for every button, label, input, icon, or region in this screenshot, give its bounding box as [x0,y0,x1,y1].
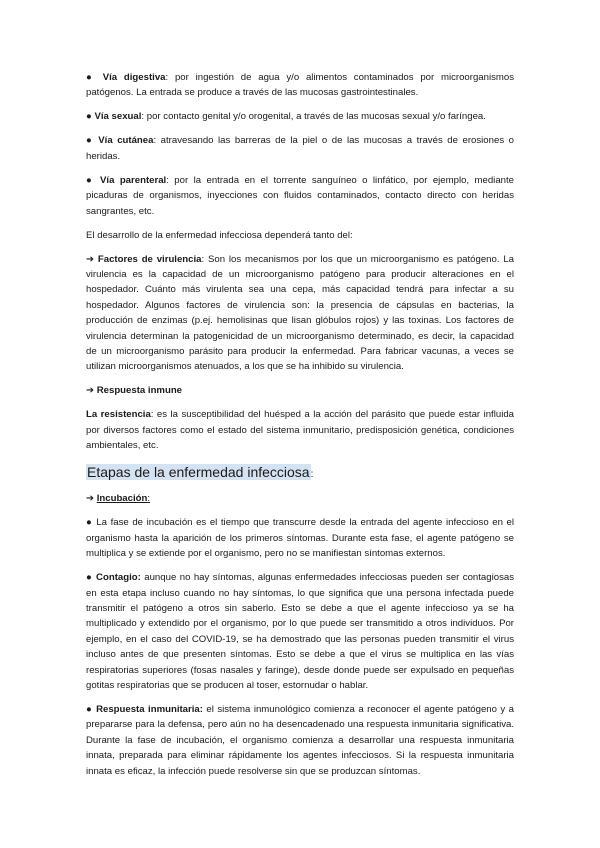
incubation-item-definition [86,515,514,561]
resistance-label: La resistencia [86,409,151,421]
transmission-item-parenteral [86,173,514,219]
incubation-item-contagio [86,570,514,693]
stages-heading-title: Etapas de la enfermedad infecciosa [87,464,310,481]
arrow-right-icon: ➔ [86,253,95,265]
bullet-icon: ● [86,174,95,186]
item-label: Contagio: [96,572,141,584]
incubation-heading-label: Incubación [96,493,148,505]
item-text: La fase de incubación es el tiempo que transcurre desde la entrada del agente infeccioso en el organismo hasta la aparición de los primeros síntomas. Durante esta fase, el agente patógeno se multiplica y se extiende por el organismo, pero no se manifiestan síntomas externos. [86,517,514,560]
stages-heading-colon: : [310,469,314,481]
transmission-item-digestiva [86,70,514,101]
incubation-item-respuesta [86,702,514,779]
bullet-icon: ● [86,111,92,123]
incubation-heading [86,491,514,506]
intro-paragraph: El desarrollo de la enfermedad infecciosa dependerá tanto del: [86,229,353,241]
bullet-icon: ● [86,517,93,529]
item-text: : atravesando las barreras de la piel o de las mucosas a través de erosiones o heridas. [86,135,514,162]
arrow-right-icon: ➔ [86,385,95,397]
document-body [86,70,514,788]
bullet-icon: ● [86,135,94,147]
resistance-paragraph [86,407,514,453]
bullet-icon: ● [86,572,93,584]
arrow-right-icon: ➔ [86,493,95,505]
virulence-label: Factores de virulencia [97,253,202,265]
transmission-item-cutanea [86,133,514,164]
bullet-icon: ● [86,72,96,83]
virulence-paragraph [86,252,514,375]
item-text: : por ingestión de agua y/o alimentos contaminados por microorganismos patógenos. La entrada se produce a través de las mucosas gastrointestinales. [86,72,515,99]
item-label: Respuesta inmunitaria: [96,703,203,715]
item-text: : por contacto genital y/o orogenital, a través de las mucosas sexual y/o faríngea. [141,111,486,123]
immune-label: Respuesta inmune [96,385,183,397]
transmission-item-sexual [86,109,514,124]
virulence-text: : Son los mecanismos por los que un microorganismo es patógeno. La virulencia es la capacidad de un microorganismo patógeno para producir alteraciones en el hospedador. Cuánto más virulenta sea una cepa, más capacidad tendrá para infectar a su hospedador. Algunos factores de virulencia son: la presencia de cápsulas en bacterias, la producción de enzimas (p.ej. hemolisinas que lisan glóbulos rojos) y las toxinas. Los factores de virulencia determinan la patogenicidad de un microorganismo determinado, es decir, la capacidad de un microorganismo parásito para producir la enfermedad. Para fabricar vacunas, a veces se utilizan microorganismos atenuados, a los que se ha inhibido su virulencia. [86,253,514,373]
item-label: Vía sexual [94,111,142,123]
incubation-heading-colon: : [147,493,151,505]
stages-heading [86,462,514,485]
bullet-icon: ● [86,703,93,715]
item-label: Vía parenteral [100,174,167,186]
resistance-text: : es la susceptibilidad del huésped a la acción del parásito que puede estar influida por diversos factores como el estado del sistema inmunitario, predisposición genética, condiciones ambientales, etc. [86,409,514,452]
item-label: Vía digestiva [102,72,166,83]
item-text: aunque no hay síntomas, algunas enfermedades infecciosas pueden ser contagiosas en esta etapa incluso cuando no hay síntomas, lo que significa que una persona infectada puede transmitir el patógeno a otros sin saberlo. Esto se debe a que el agente infeccioso ya se ha multiplicado y extendido por el organismo, por lo que puede ser transmitido a otros individuos. Por ejemplo, en el caso del COVID-19, se ha demostrado que las personas pueden transmitir el virus incluso antes de que presenten síntomas. Esto se debe a que el virus se multiplica en las vías respiratorias superiores (fosas nasales y faringe), desde donde puede ser expulsado en pequeñas gotitas respiratorias que se producen al toser, estornudar o hablar. [86,572,514,691]
immune-response-line [86,383,514,398]
item-label: Vía cutánea [98,135,154,147]
item-text: el sistema inmunológico comienza a reconocer el agente patógeno y a prepararse para la defensa, pero aún no ha desencadenado una respuesta inmunitaria significativa. Durante la fase de incubación, el organismo comienza a desarrollar una respuesta inmunitaria innata, preparada para eliminar rápidamente los agentes infecciosos. Si la respuesta inmunitaria innata es eficaz, la infección puede resolverse sin que se produzcan síntomas. [86,703,515,777]
item-text: : por la entrada en el torrente sanguíneo o linfático, por ejemplo, mediante picaduras de organismos, inyecciones con fluidos contaminados, contacto directo con heridas sangrantes, etc. [86,174,514,217]
